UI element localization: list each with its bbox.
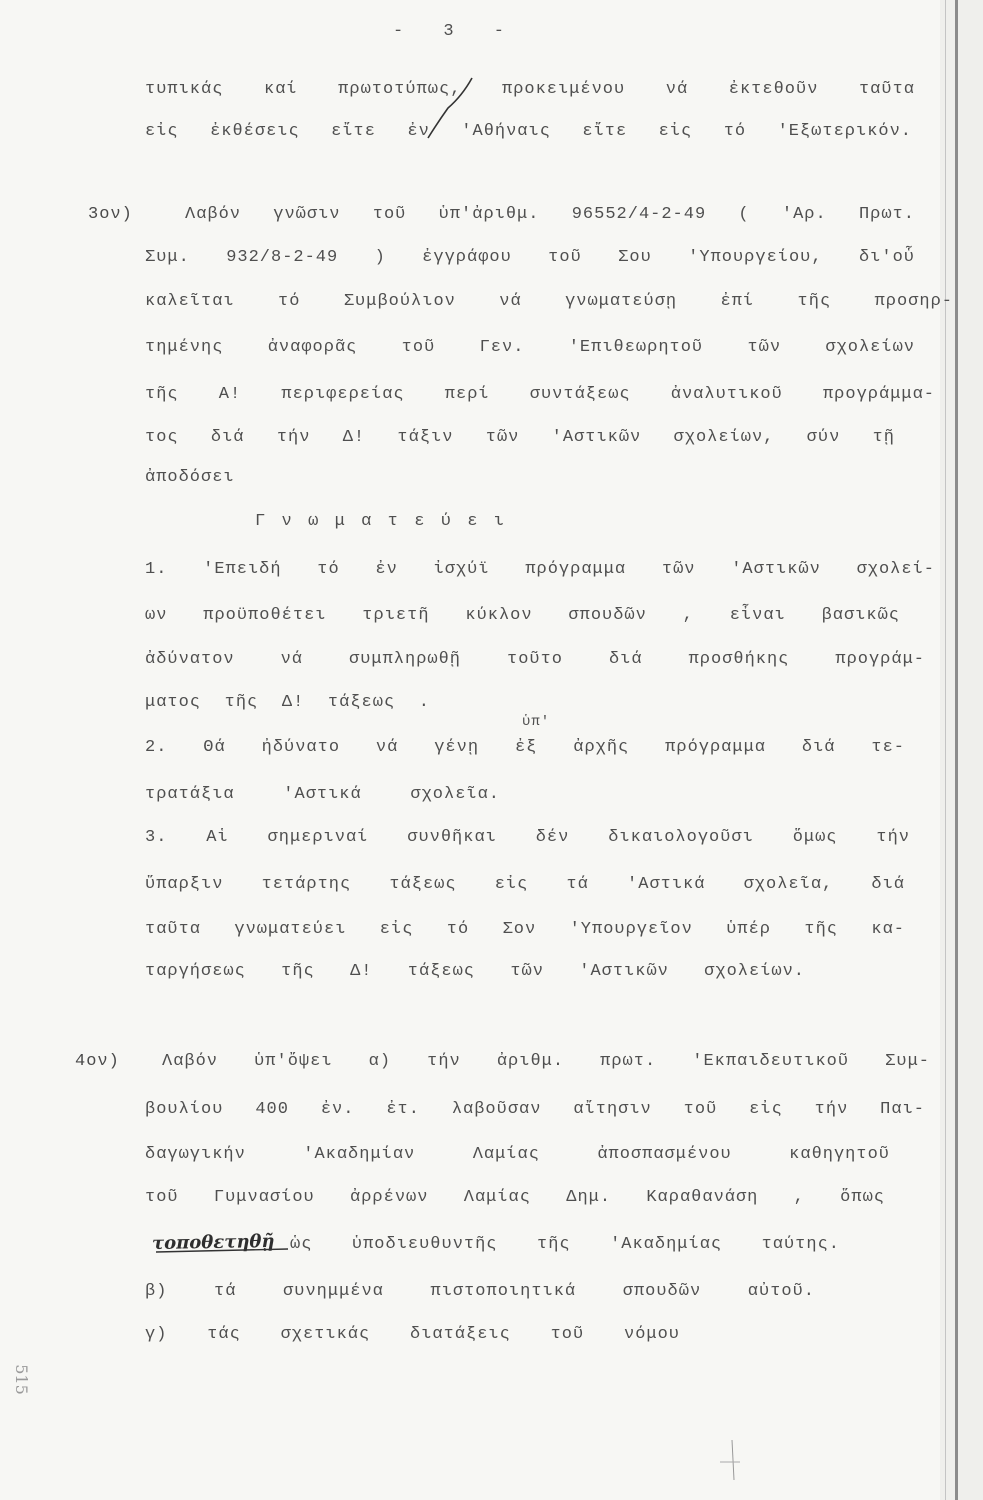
text-line: ἀδύνατον νά συμπληρωθῇ τοῦτο διά προσθήκης προγράμ- [145,650,925,669]
text-line: γ) τάς σχετικάς διατάξεις τοῦ νόμου [145,1325,680,1344]
text-line: ματος τῆς Δ! τάξεως . [145,693,430,712]
text-line: βουλίου 400 ἐν. ἐτ. λαβοῦσαν αἴτησιν τοῦ εἰς τήν Παι- [145,1100,925,1119]
text-line: β) τά συνημμένα πιστοποιητικά σπουδῶν αὐτοῦ. [145,1282,815,1301]
text-line: δαγωγικήν 'Ακαδημίαν Λαμίας ἀποσπασμένου καθηγητοῦ [145,1145,890,1164]
text-line: ὡς ὑποδιευθυντῆς τῆς 'Ακαδημίας ταύτης. [290,1235,840,1254]
text-line: 1. 'Επειδή τό ἐν ἰσχύϊ πρόγραμμα τῶν 'Αστικῶν σχολεί- [145,560,935,579]
opinion-heading: Γ ν ω μ α τ ε ύ ε ι [255,512,505,531]
insertion-slash [428,78,472,138]
item-3-label: 3ον) [88,205,133,224]
text-line: ταργήσεως τῆς Δ! τάξεως τῶν 'Αστικῶν σχολείων. [145,962,805,981]
text-line: τρατάξια 'Αστικά σχολεῖα. [145,785,500,804]
interlinear-insert: ὑπ' [522,714,551,730]
text-line: τημένης ἀναφορᾶς τοῦ Γεν. 'Επιθεωρητοῦ τῶν σχολείων [145,338,915,357]
text-line: Λαβόν γνῶσιν τοῦ ὑπ'ἀριθμ. 96552/4-2-49 ( 'Αρ. Πρωτ. [185,205,915,224]
text-line: καλεῖται τό Συμβούλιον νά γνωματεύσῃ ἐπί τῆς προσηρ- [145,292,953,311]
item-4-label: 4ον) [75,1052,120,1071]
text-line: τυπικάς καί πρωτοτύπως, προκειμένου νά ἐκτεθοῦν ταῦτα [145,80,915,99]
correction-underline [156,1249,288,1252]
text-line: ὕπαρξιν τετάρτης τάξεως εἰς τά 'Αστικά σχολεῖα, διά [145,875,905,894]
scan-mark [732,1440,734,1480]
text-line: τῆς Α! περιφερείας περί συντάξεως ἀναλυτικοῦ προγράμμα- [145,385,935,404]
text-line: ων προϋποθέτει τριετῆ κύκλον σπουδῶν , εἶναι βασικῶς [145,606,900,625]
text-line: εἰς ἐκθέσεις εἴτε ἐν 'Αθήναις εἴτε εἰς τό 'Εξωτερικόν. [145,122,912,141]
text-line: Λαβόν ὑπ'ὄψει α) τήν ἀριθμ. πρωτ. 'Εκπαιδευτικοῦ Συμ- [162,1052,930,1071]
text-line: τοῦ Γυμνασίου ἀρρένων Λαμίας Δημ. Καραθανάση , ὅπως [145,1188,885,1207]
text-line: Συμ. 932/8-2-49 ) ἐγγράφου τοῦ Σου 'Υπουργείου, δι'οὗ [145,248,915,267]
margin-note: 515 [11,1364,31,1395]
text-line: 3. Αἱ σημεριναί συνθῆκαι δέν δικαιολογοῦσι ὅμως τήν [145,828,910,847]
handwritten-correction: τοποθετηθῇ [151,1230,275,1255]
text-line: ἀποδόσει [145,468,235,487]
text-line: τος διά τήν Δ! τάξιν τῶν 'Αστικῶν σχολείων, σύν τῇ [145,428,895,447]
page-number: - 3 - [393,22,505,41]
text-line: ταῦτα γνωματεύει εἰς τό Σον 'Υπουργεῖον ὑπέρ τῆς κα- [145,920,905,939]
text-line: 2. Θά ἠδύνατο νά γένῃ ἐξ ἀρχῆς πρόγραμμα διά τε- [145,738,905,757]
